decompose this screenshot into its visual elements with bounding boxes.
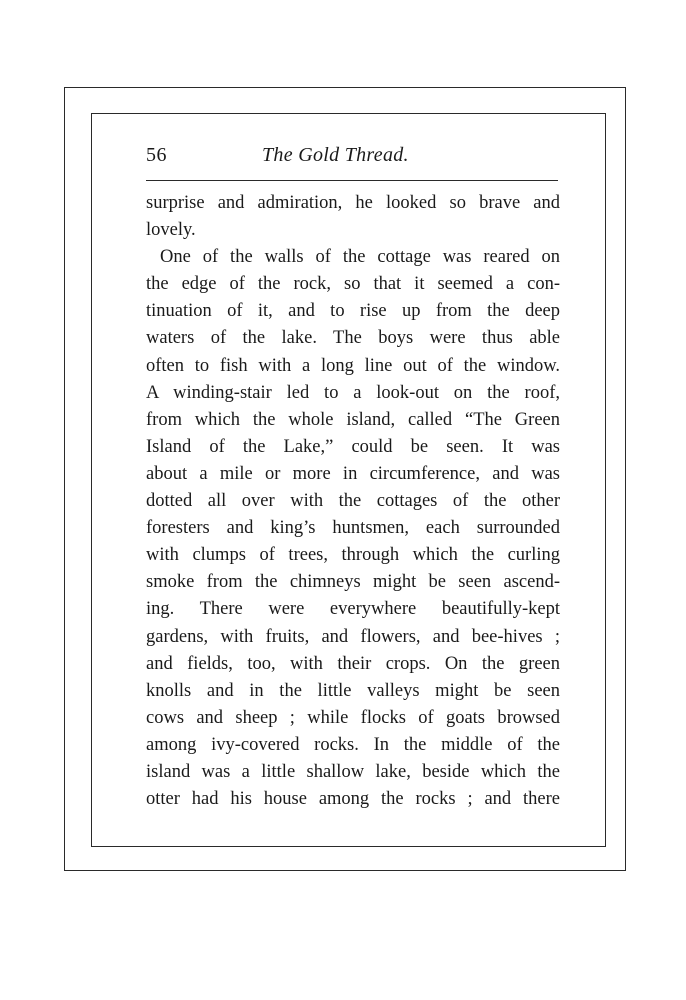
text-line: surprise and admiration, he looked so brave and xyxy=(146,193,560,213)
text-line: the edge of the rock, so that it seemed a con- xyxy=(146,274,560,295)
text-line: tinuation of it, and to rise up from the deep xyxy=(146,301,560,322)
text-line: gardens, with fruits, and flowers, and bee-hives ; xyxy=(146,626,560,647)
running-head xyxy=(146,140,560,170)
text-line: otter had his house among the rocks ; and there xyxy=(146,789,560,810)
text-line: knolls and in the little valleys might be seen xyxy=(146,680,560,701)
text-line: ing. There were everywhere beautifully-kept xyxy=(146,599,560,620)
page-number: 56 xyxy=(146,144,167,166)
text-line: cows and sheep ; while flocks of goats browsed xyxy=(146,707,560,728)
text-line: A winding-stair led to a look-out on the roof, xyxy=(146,382,560,403)
text-line: Island of the Lake,” could be seen. It was xyxy=(146,436,560,457)
text-line: island was a little shallow lake, beside which the xyxy=(146,761,560,782)
text-line: waters of the lake. The boys were thus able xyxy=(146,328,560,349)
text-line: One of the walls of the cottage was reared on xyxy=(160,247,560,268)
running-title: The Gold Thread. xyxy=(262,144,409,166)
text-line: dotted all over with the cottages of the other xyxy=(146,491,560,512)
text-line: and fields, too, with their crops. On the green xyxy=(146,653,560,674)
text-line: often to fish with a long line out of the window. xyxy=(146,355,560,376)
text-line: lovely. xyxy=(146,220,196,241)
text-line: foresters and king’s huntsmen, each surrounded xyxy=(146,518,560,539)
header-rule xyxy=(146,180,558,181)
text-line: about a mile or more in circumference, and was xyxy=(146,463,560,484)
body-text xyxy=(146,190,560,813)
text-line: among ivy-covered rocks. In the middle of the xyxy=(146,734,560,755)
text-line: from which the whole island, called “The Green xyxy=(146,409,560,430)
text-line: smoke from the chimneys might be seen ascend- xyxy=(146,572,560,593)
text-line: with clumps of trees, through which the curling xyxy=(146,545,560,566)
